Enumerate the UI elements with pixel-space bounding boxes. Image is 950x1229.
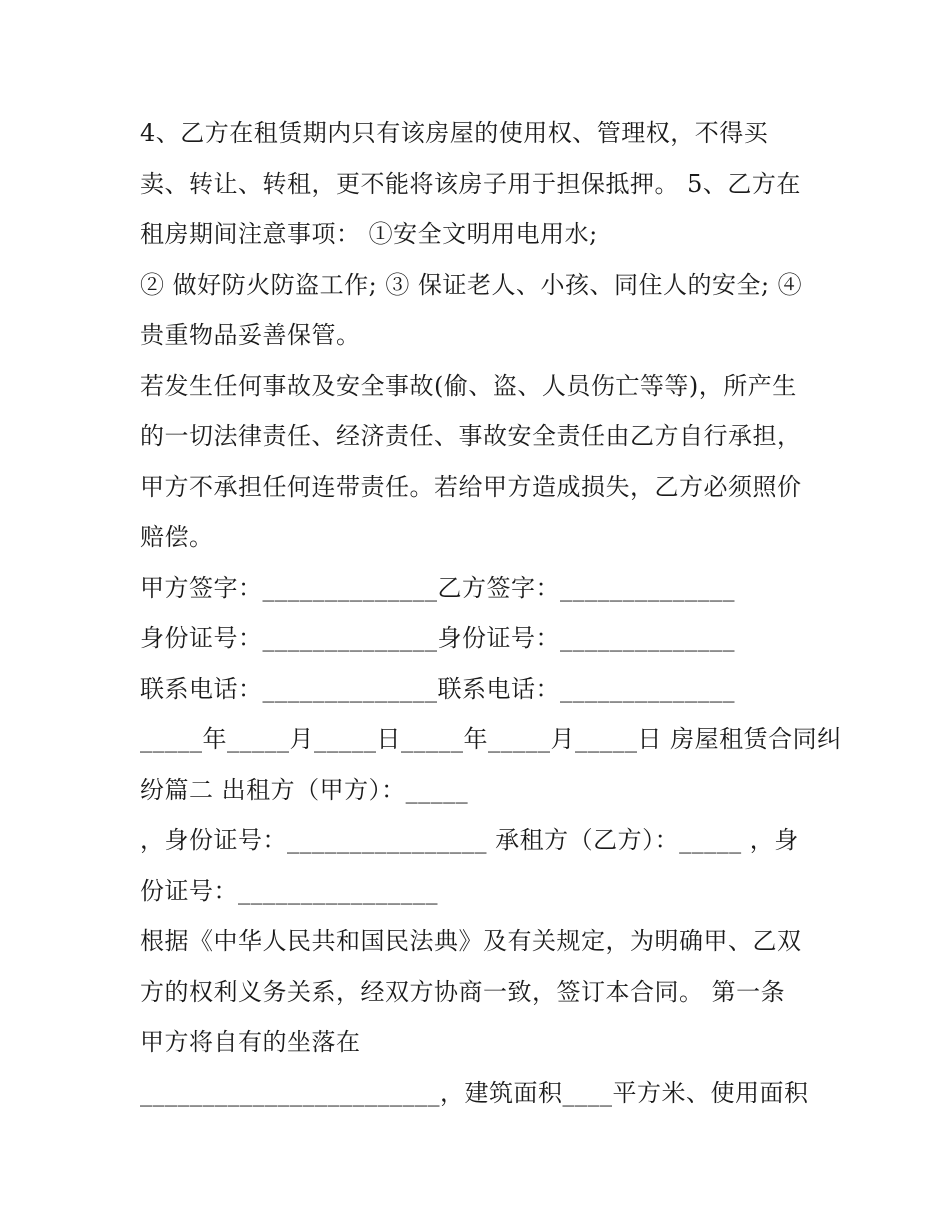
text-line: ________________________，建筑面积____平方米、使用面积 [140,1078,809,1107]
date-line: _____年_____月_____日_____年_____月_____日 房屋租赁合同纠 [140,725,842,753]
text-line: 纷篇二 出租方（甲方）：_____ [140,775,469,804]
text-line: 卖、转让、转租，更不能将该房子用于担保抵押。 5、乙方在 [140,169,801,198]
text-line: 的一切法律责任、经济责任、事故安全责任由乙方自行承担， [140,422,802,450]
text-line: ② 做好防火防盗工作; ③ 保证老人、小孩、同住人的安全; ④ [140,270,803,299]
text-line: 贵重物品妥善保管。 [140,321,361,349]
signature-line-party-a-b: 甲方签字：______________乙方签字：______________ [140,573,735,602]
text-line: 甲方不承担任何连带责任。若给甲方造成损失，乙方必须照价 [140,472,802,501]
text-line: 若发生任何事故及安全事故(偷、盗、人员伤亡等等)，所产生 [140,371,797,400]
text-line: ，身份证号：________________ 承租方（乙方）：_____ ，身 [140,826,799,854]
text-line: 4、乙方在租赁期内只有该房屋的使用权、管理权，不得买 [140,119,769,147]
text-line: 甲方将自有的坐落在 [140,1028,361,1056]
text-line: 方的权利义务关系，经双方协商一致，签订本合同。 第一条 [140,977,786,1006]
document-body [140,108,842,1118]
id-number-line: 身份证号：______________身份证号：______________ [140,624,735,652]
text-line: 租房期间注意事项： ①安全文明用电用水; [140,220,598,248]
text-line: 份证号：________________ [140,876,438,905]
text-line: 赔偿。 [140,523,214,551]
text-line: 根据《中华人民共和国民法典》及有关规定，为明确甲、乙双 [140,927,802,955]
phone-line: 联系电话：______________联系电话：______________ [140,674,735,703]
